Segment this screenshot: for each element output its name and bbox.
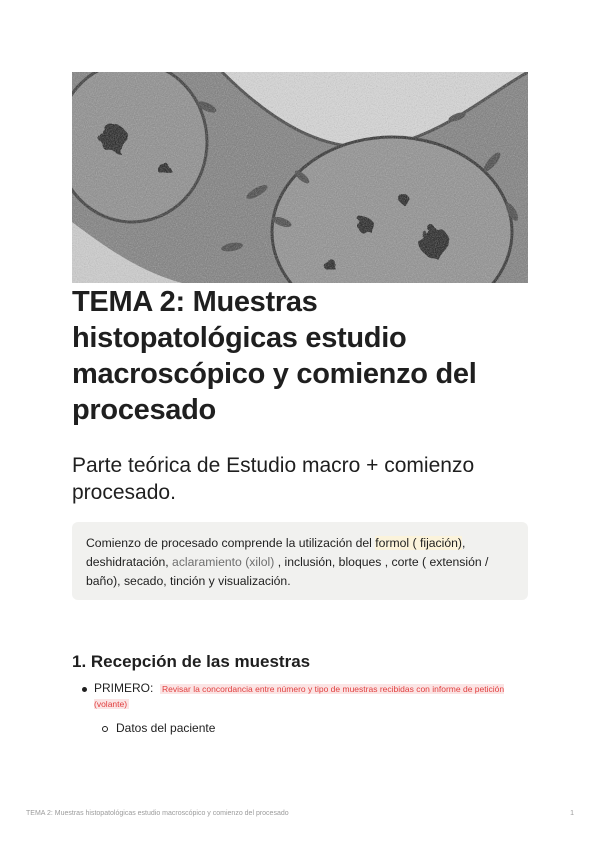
circle-bullet-icon (102, 726, 108, 732)
item-label: PRIMERO: (94, 681, 154, 695)
summary-callout (72, 522, 528, 600)
callout-text-3: , inclusión, bloques , corte ( extensión / baño), secado, tinción y visualización. (86, 555, 489, 588)
page-footer (26, 810, 574, 817)
highlight-formol: formol ( fijación) (375, 536, 462, 550)
bullet-icon (82, 687, 87, 692)
callout-text-1: Comienzo de procesado comprende la utilización del (86, 536, 376, 550)
list-item (82, 681, 528, 711)
microscopy-cells-image (72, 72, 528, 283)
callout-text-2: , deshidratación, (86, 536, 466, 569)
section-heading: 1. Recepción de las muestras (72, 652, 311, 671)
red-note: Revisar la concordancia entre número y tipo de muestras recibidas con informe de petición (volante) (94, 684, 505, 709)
page-title: TEMA 2: Muestras histopatológicas estudio macroscópico y comienzo del procesado (72, 286, 477, 426)
highlight-aclaramiento: aclaramiento (xilol) (172, 555, 275, 569)
sub-item-text: Datos del paciente (116, 721, 216, 735)
sub-list-item (102, 721, 215, 736)
subtitle: Parte teórica de Estudio macro + comienzo procesado. (72, 454, 475, 504)
cover-image (72, 72, 528, 283)
footer-title: TEMA 2: Muestras histopatológicas estudio macroscópico y comienzo del procesado (26, 810, 289, 817)
page-number: 1 (570, 810, 574, 817)
